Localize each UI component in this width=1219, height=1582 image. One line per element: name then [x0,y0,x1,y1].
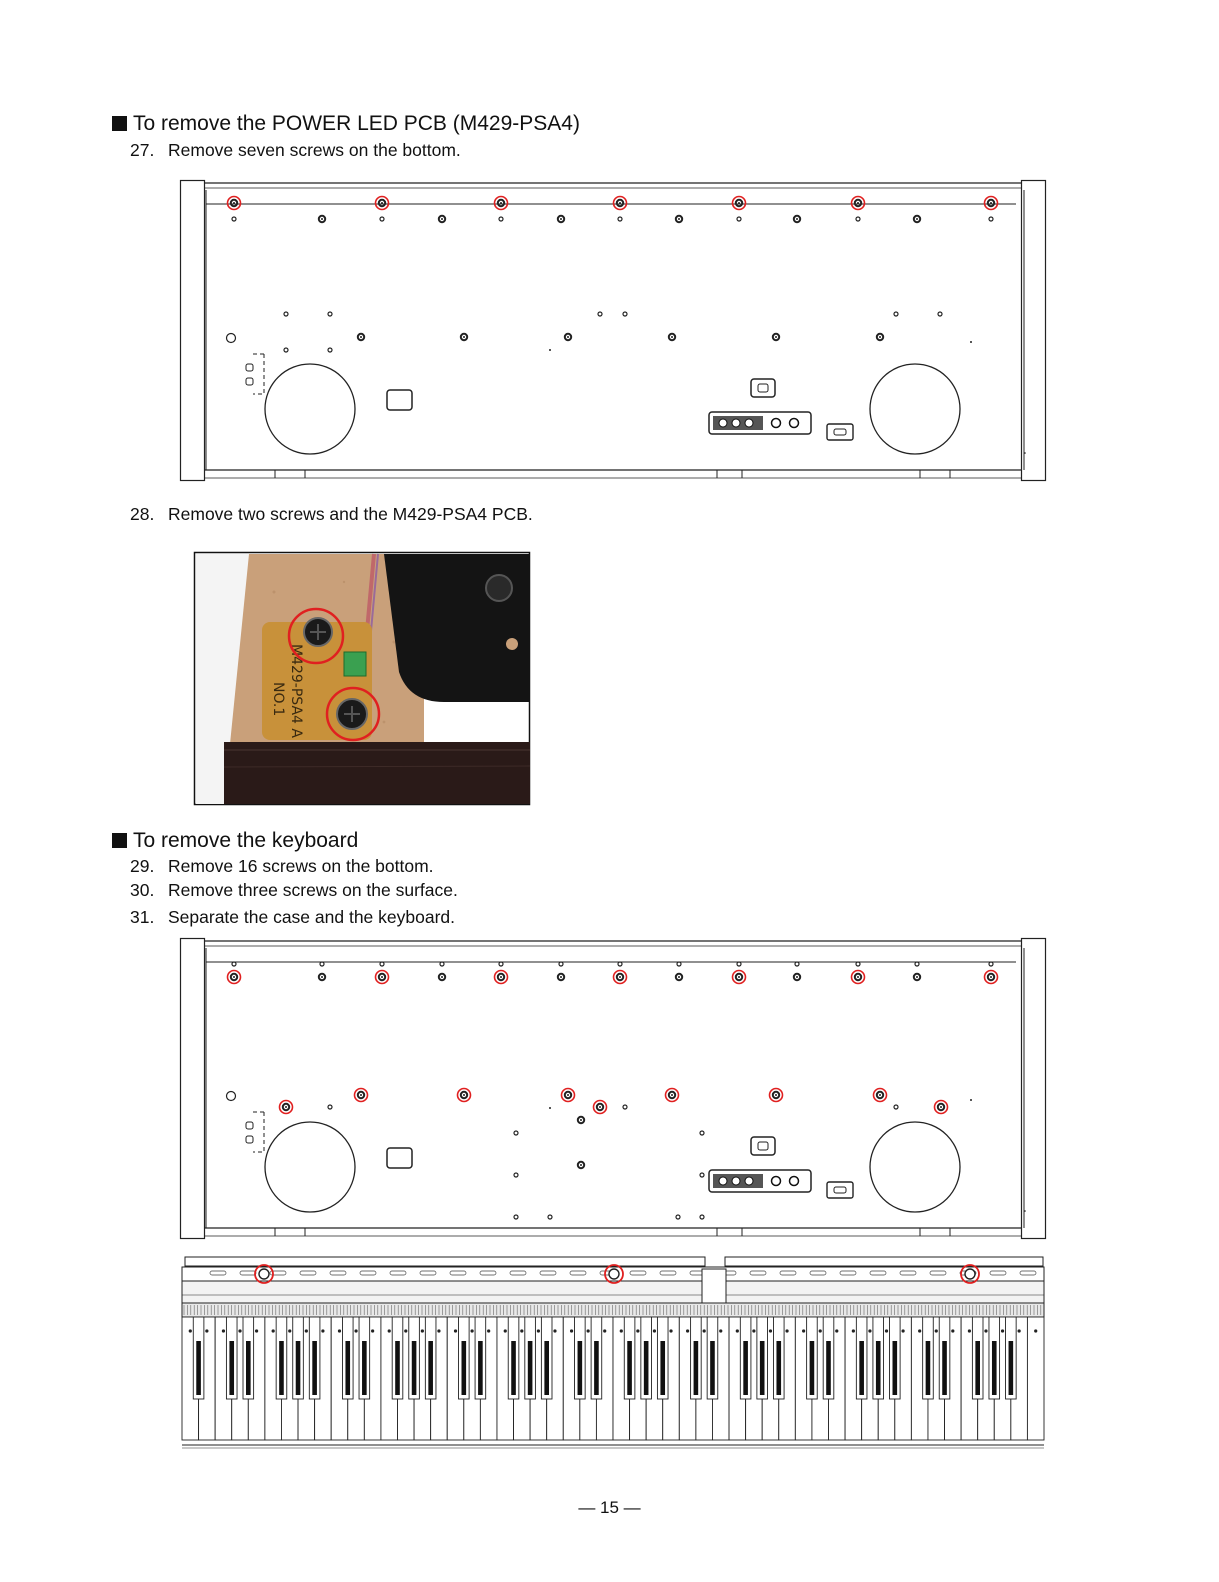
screw-hole [609,1269,619,1279]
black-key-top [859,1341,864,1395]
key-pin [1034,1329,1037,1332]
small-hole [559,962,563,966]
black-key-top [644,1341,649,1395]
black-key-top [627,1341,632,1395]
small-hole [232,962,236,966]
access-cover [387,1148,412,1168]
black-key-top [743,1341,748,1395]
right-end-cap [1022,939,1046,1239]
small-hole [328,1105,332,1109]
screw-hole [965,1269,975,1279]
key-pin [885,1329,888,1332]
square-bullet-icon [112,116,127,131]
small-hole [623,312,627,316]
square-bullet-icon [112,833,127,848]
key-pin [951,1329,954,1332]
black-key-top [511,1341,516,1395]
section-heading-keyboard: To remove the keyboard [112,829,358,853]
key-pin [454,1329,457,1332]
dot [970,341,972,343]
step-31: 31. Separate the case and the keyboard. [130,907,456,927]
slot [246,1122,253,1129]
screw-center [775,336,777,338]
dot [970,1099,972,1101]
key-pin [437,1329,440,1332]
chassis-top-right [725,1257,1043,1266]
black-key-top [594,1341,599,1395]
jack-hole [732,1177,740,1185]
key-pin [636,1329,639,1332]
small-hole [284,312,288,316]
dark-wood-edge [224,742,530,804]
screw-center [285,1106,287,1108]
key-pin [487,1329,490,1332]
key-pin [537,1329,540,1332]
button-slot [751,379,775,397]
key-pin [238,1329,241,1332]
key-pin [968,1329,971,1332]
key-pin [520,1329,523,1332]
black-key-top [462,1341,467,1395]
rail [206,190,1016,204]
jack-hole [772,1177,781,1186]
key-pin [354,1329,357,1332]
small-hole [514,1215,518,1219]
slot [246,378,253,385]
black-key-top [544,1341,549,1395]
key-pin [570,1329,573,1332]
key-pin [901,1329,904,1332]
small-hole [700,1131,704,1135]
metal-bracket [384,554,530,702]
small-hole [700,1215,704,1219]
screw-center [500,976,502,978]
screw-center [678,976,680,978]
svg-text:M429-PSA4 A: M429-PSA4 A [288,644,304,738]
black-key-top [312,1341,317,1395]
small-hole [232,217,236,221]
small-hole [700,1173,704,1177]
black-key-top [694,1341,699,1395]
screw-center [796,976,798,978]
black-key-top [660,1341,665,1395]
screw-center [567,1094,569,1096]
small-hole [856,962,860,966]
screw-center [738,976,740,978]
bottom-view-diagram-2 [180,938,1046,1240]
black-key-top [428,1341,433,1395]
key-pin [470,1329,473,1332]
svg-text:NO.1: NO.1 [270,682,286,717]
small-hole [328,312,332,316]
screw-center [879,336,881,338]
key-pin [868,1329,871,1332]
small-hole [989,962,993,966]
screw-center [916,976,918,978]
screw-center [857,976,859,978]
screw-center [360,1094,362,1096]
black-key-top [362,1341,367,1395]
small-hole [598,312,602,316]
screw-center [857,202,859,204]
small-hole [499,962,503,966]
key-pin [1001,1329,1004,1332]
small-hole [894,312,898,316]
key-pin [984,1329,987,1332]
small-hole [894,1105,898,1109]
screw-center [619,202,621,204]
black-key-top [279,1341,284,1395]
black-key-top [296,1341,301,1395]
power-socket [827,1182,853,1198]
screw-center [441,218,443,220]
screw-center [738,202,740,204]
power-socket [827,424,853,440]
key-pin [686,1329,689,1332]
black-key-top [229,1341,234,1395]
screw-center [619,976,621,978]
screw-center [599,1106,601,1108]
screw-center [463,336,465,338]
black-key-top [528,1341,533,1395]
bracket-screw [486,575,512,601]
black-key-top [876,1341,881,1395]
small-hole [737,217,741,221]
keyboard-diagram [180,1255,1046,1455]
step-27: 27. Remove seven screws on the bottom. [130,140,461,160]
screw-center [879,1094,881,1096]
screw-center [940,1106,942,1108]
small-hole [737,962,741,966]
screw-center [381,202,383,204]
key-pin [935,1329,938,1332]
screw-center [796,218,798,220]
key-pin [272,1329,275,1332]
small-hole [548,1215,552,1219]
key-pin [321,1329,324,1332]
key-pin [587,1329,590,1332]
pcb-photo [194,552,530,805]
black-key-top [992,1341,997,1395]
key-pin [404,1329,407,1332]
key-pin [703,1329,706,1332]
left-end-cap [181,181,205,481]
key-pin [504,1329,507,1332]
key-pin [371,1329,374,1332]
key-pin [852,1329,855,1332]
bottom-view-diagram-1 [180,180,1046,482]
screw-center [233,202,235,204]
black-key-top [975,1341,980,1395]
jack-hole [719,419,727,427]
black-key-top [942,1341,947,1395]
green-connector [344,652,366,676]
white-key [1027,1317,1044,1440]
key-pin [669,1329,672,1332]
center-joint [702,1269,726,1303]
mount-hole [227,1092,236,1101]
black-key-top [826,1341,831,1395]
black-key-top [710,1341,715,1395]
black-key-top [196,1341,201,1395]
small-hole [380,217,384,221]
button-slot [751,1137,775,1155]
key-pin [620,1329,623,1332]
small-hole [623,1105,627,1109]
screw-center [678,218,680,220]
small-hole [676,1215,680,1219]
key-pin [288,1329,291,1332]
black-key-top [926,1341,931,1395]
key-pin [835,1329,838,1332]
key-pin [918,1329,921,1332]
small-hole [677,962,681,966]
speaker-right [870,364,960,454]
black-key-top [760,1341,765,1395]
dot [549,349,551,351]
screw-center [560,976,562,978]
key-pin [205,1329,208,1332]
key-pin [736,1329,739,1332]
key-pin [388,1329,391,1332]
screw-center [775,1094,777,1096]
screw-center [441,976,443,978]
key-pin [653,1329,656,1332]
small-hole [328,348,332,352]
key-pin [189,1329,192,1332]
key-pin [719,1329,722,1332]
screw-center [567,336,569,338]
small-hole [856,217,860,221]
screw-center [560,218,562,220]
screw-center [500,202,502,204]
key-pin [802,1329,805,1332]
black-key-top [345,1341,350,1395]
key-pin [305,1329,308,1332]
key-pin [785,1329,788,1332]
key-pin [338,1329,341,1332]
key-pin [819,1329,822,1332]
dashed-bracket [253,354,264,394]
key-pin [255,1329,258,1332]
step-29: 29. Remove 16 screws on the bottom. [130,856,434,876]
key-pin [1018,1329,1021,1332]
small-hole [380,962,384,966]
black-key-top [1009,1341,1014,1395]
chassis-body [182,1281,1044,1303]
small-hole [514,1131,518,1135]
speaker-left [265,1122,355,1212]
small-hole [320,962,324,966]
screw-center [463,1094,465,1096]
black-key-top [578,1341,583,1395]
black-key-top [478,1341,483,1395]
speaker-right [870,1122,960,1212]
dashed-bracket [253,1112,264,1152]
screw-center [321,218,323,220]
screw-center [990,976,992,978]
speaker-left [265,364,355,454]
jack-hole [772,419,781,428]
key-pin [769,1329,772,1332]
black-key-top [412,1341,417,1395]
black-key-top [893,1341,898,1395]
small-hole [618,217,622,221]
screw-center [580,1164,582,1166]
black-key-top [810,1341,815,1395]
small-hole [795,962,799,966]
dot [1024,1210,1026,1212]
step-30: 30. Remove three screws on the surface. [130,880,458,900]
small-hole [989,217,993,221]
small-hole [514,1173,518,1177]
screw-center [381,976,383,978]
screw-center [671,336,673,338]
screw-center [916,218,918,220]
mount-hole [227,334,236,343]
black-key-top [246,1341,251,1395]
key-pin [603,1329,606,1332]
left-end-cap [181,939,205,1239]
screw-center [580,1119,582,1121]
jack-hole [745,419,753,427]
black-key-top [395,1341,400,1395]
screw-hole [259,1269,269,1279]
small-hole [915,962,919,966]
jack-hole [719,1177,727,1185]
screw-center [671,1094,673,1096]
slot [246,1136,253,1143]
screw-center [360,336,362,338]
page-number: — 15 — [578,1498,641,1517]
small-hole [938,312,942,316]
jack-hole [790,419,799,428]
small-hole [618,962,622,966]
section-heading-power-led: To remove the POWER LED PCB (M429-PSA4) [112,112,580,136]
key-pin [752,1329,755,1332]
slot [246,364,253,371]
dot [1024,452,1026,454]
rail [206,948,1016,962]
jack-hole [790,1177,799,1186]
key-pin [553,1329,556,1332]
access-cover [387,390,412,410]
dot [549,1107,551,1109]
small-hole [499,217,503,221]
screw-center [233,976,235,978]
jack-hole [732,419,740,427]
screw-center [990,202,992,204]
small-hole [284,348,288,352]
key-pin [421,1329,424,1332]
black-key-top [776,1341,781,1395]
jack-hole [745,1177,753,1185]
small-hole [440,962,444,966]
step-28: 28. Remove two screws and the M429-PSA4 PCB. [130,504,533,524]
screw-center [321,976,323,978]
right-end-cap [1022,181,1046,481]
key-pin [222,1329,225,1332]
